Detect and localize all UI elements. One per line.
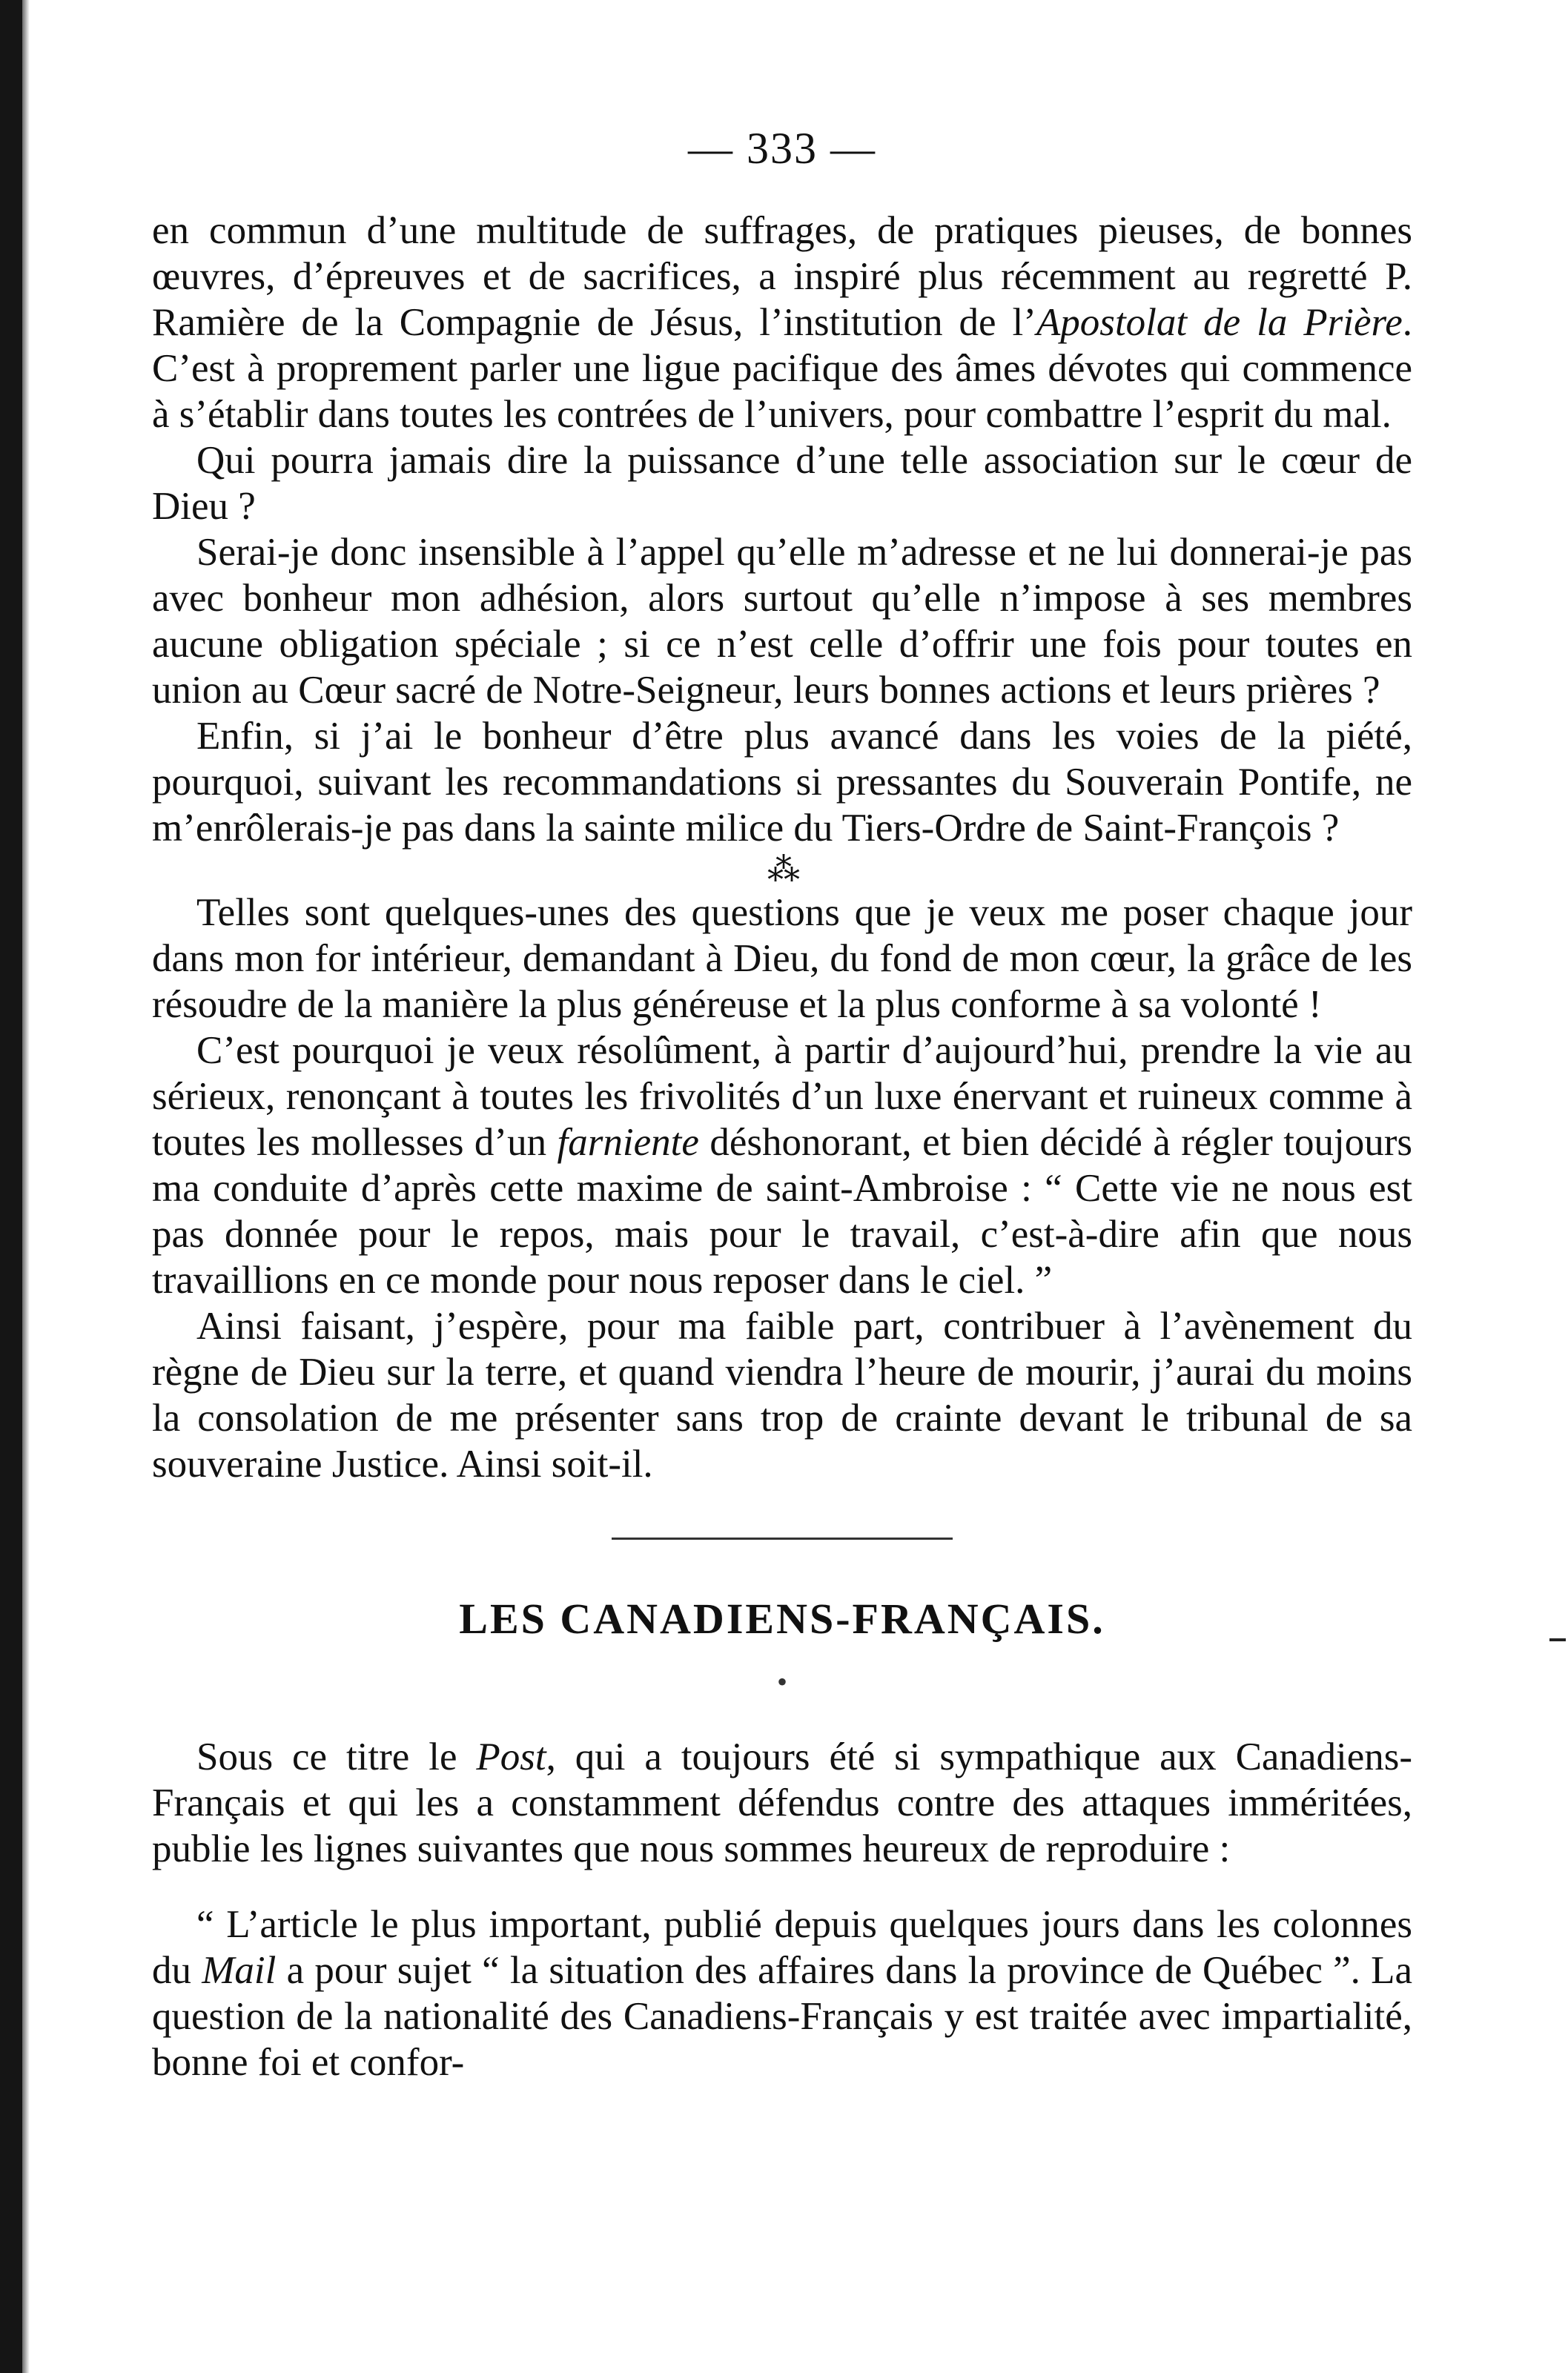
paragraph-8 — [152, 1734, 1412, 1872]
book-spine-gradient — [22, 0, 30, 2373]
paragraph-1 — [152, 208, 1412, 437]
paragraph-9-rest: a pour sujet “ la situation des affaires dans la province de Québec ”. La question de la nationalité des Canadiens-Français y est traitée avec impartialité, bonne foi et confor- — [152, 1949, 1412, 2084]
paragraph-3: Serai-je donc insensible à l’appel qu’elle m’adresse et ne lui donnerai-je pas avec bonheur mon adhésion, alors surtout qu’elle n’impose à ses membres aucune obligation spéciale ; si ce n’est celle d’offrir une fois pour toutes en union au Cœur sacré de Notre-Seigneur, leurs bonnes actions et leurs prières ? — [152, 531, 1412, 712]
paragraph-1-text: en commun d’une multitude de suffrages, de pratiques pieuses, de bonnes œuvres, d’épreuves et de sacrifices, a inspiré plus récemment au regretté P. Ramière de la Compagnie de Jésus, l’institution de l’ — [152, 209, 1412, 344]
paragraph-8-rest: , qui a toujours été si sympathique aux Canadiens-Français et qui les a constamment défendus contre des attaques imméritées, publie les lignes suivantes que nous sommes heureux de reproduire : — [152, 1735, 1412, 1870]
paragraph-5: Telles sont quelques-unes des questions que je veux me poser chaque jour dans mon for intérieur, demandant à Dieu, du fond de mon cœur, la grâce de les résoudre de la manière la plus généreuse et la plus conforme à sa volonté ! — [152, 891, 1412, 1026]
book-spine-shadow — [0, 0, 22, 2373]
asterism-divider: ⁂ — [767, 852, 797, 888]
paragraph-1-rest: . C’est à proprement parler une ligue pacifique des âmes dévotes qui commence à s’établir dans toutes les contrées de l’univers, pour combattre l’esprit du mal. — [152, 301, 1412, 436]
paragraph-6-rest: déshonorant, et bien décidé à régler toujours ma conduite d’après cette maxime de saint-Ambroise : “ Cette vie ne nous est pas donnée pour le repos, mais pour le travail, c’est-à-dire afin que nous travaillions en ce monde pour nous reposer dans le ciel. ” — [152, 1121, 1412, 1302]
paragraph-8-italic: Post — [476, 1735, 546, 1778]
paragraph-1-italic: Apostolat de la Prière — [1036, 301, 1403, 344]
section-bullet: • — [776, 1665, 787, 1698]
paragraph-4: Enfin, si j’ai le bonheur d’être plus avancé dans les voies de la piété, pourquoi, suivant les recommandations si pressantes du Souverain Pontife, ne m’enrôlerais-je pas dans la sainte milice du Tiers-Ordre de Saint-François ? — [152, 715, 1412, 850]
paragraph-7: Ainsi faisant, j’espère, pour ma faible part, contribuer à l’avènement du règne de Dieu sur la terre, et quand viendra l’heure de mourir, j’aurai du moins la consolation de me présenter sans trop de crainte devant le tribunal de sa souveraine Justice. Ainsi soit-il. — [152, 1305, 1412, 1486]
paragraph-9-text: “ L’article le plus important, publié depuis quelques jours dans les colonnes du — [152, 1903, 1412, 1992]
paragraph-6 — [152, 1027, 1412, 1303]
book-page — [152, 119, 1412, 2085]
section-rule — [612, 1538, 953, 1540]
paragraph-8-text: Sous ce titre le — [196, 1735, 477, 1778]
paragraph-6-text: C’est pourquoi je veux résolûment, à partir d’aujourd’hui, prendre la vie au sérieux, renonçant à toutes les frivolités d’un luxe énervant et ruineux comme à toutes les mollesses d’un — [152, 1029, 1412, 1164]
margin-mark — [1549, 1638, 1566, 1641]
section-title: LES CANADIENS-FRANÇAIS. — [459, 1595, 1105, 1643]
paragraph-9-italic: Mail — [202, 1949, 277, 1992]
page-number: — 333 — — [688, 124, 876, 173]
paragraph-6-italic: farniente — [557, 1121, 699, 1164]
paragraph-2: Qui pourra jamais dire la puissance d’une telle association sur le cœur de Dieu ? — [152, 439, 1412, 528]
paragraph-9 — [152, 1902, 1412, 2085]
